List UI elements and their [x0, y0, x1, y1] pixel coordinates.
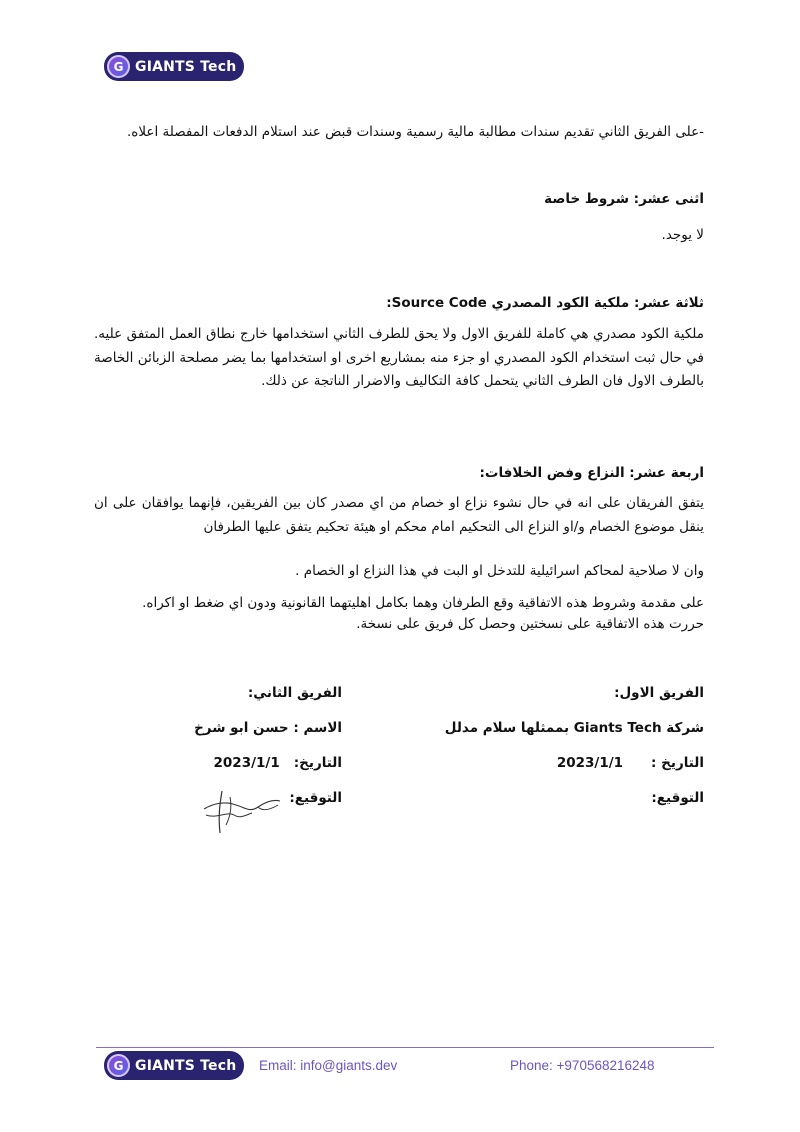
- first-party-company: شركة Giants Tech بممثلها سلام مدلل: [444, 720, 704, 736]
- footer-brand-name: GIANTS Tech: [135, 1057, 237, 1074]
- first-party-date-row: [557, 753, 704, 773]
- first-party-date-label: التاريخ :: [651, 755, 704, 771]
- brand-name: GIANTS Tech: [135, 58, 237, 75]
- header-logo: [104, 52, 244, 81]
- footer-logo: [104, 1051, 244, 1080]
- section-12-body: لا يوجد.: [661, 227, 704, 243]
- section-13-body: ملكية الكود مصدري هي كاملة للفريق الاول ولا يحق للطرف الثاني استخدامها خارج نطاق العمل المتفق عليه. في حال ثبت استخدام الكود المصدري او جزء منه بمشاريع اخرى او استخدامها بما يضر مصلحة الزبائن الخاصة بالطرف الاول فان الطرف الثاني يتحمل كافة التكاليف والاضرار الناتجة عن ذلك.: [94, 326, 704, 389]
- second-party-date-label: التاريخ:: [293, 755, 342, 771]
- section-14-paragraph-1: يتفق الفريقان على انه في حال نشوء نزاع او خصام من اي مصدر كان بين الفريقين، فإنهما يوافقان على ان ينقل موضوع الخصام و/او النزاع الى التحكيم امام محكم او هيئة تحكيم يتفق عليها الطرفان: [94, 495, 704, 535]
- section-14-paragraph-3: على مقدمة وشروط هذه الاتفاقية وقع الطرفان وهما بكامل اهليتهما القانونية ودون اي ضغط او اكراه.: [142, 595, 704, 611]
- second-party-name: الاسم : حسن ابو شرخ: [194, 720, 342, 736]
- footer-divider: [96, 1047, 714, 1048]
- intro-line: -على الفريق الثاني تقديم سندات مطالبة مالية رسمية وسندات قبض عند استلام الدفعات المفصلة اعلاه.: [126, 124, 704, 140]
- section-14-paragraph-4: حررت هذه الاتفاقية على نسختين وحصل كل فريق على نسخة.: [356, 616, 704, 632]
- first-party-date: 2023/1/1: [556, 755, 624, 771]
- second-party-heading: الفريق الثاني:: [247, 685, 342, 701]
- footer-brand-mark-icon: G: [107, 1054, 130, 1077]
- second-party-date-row: [214, 753, 342, 773]
- section-14-title: اربعة عشر: النزاع وفض الخلافات:: [479, 465, 704, 481]
- first-party-signature-label: التوقيع:: [651, 790, 704, 806]
- section-14-paragraph-2: وان لا صلاحية لمحاكم اسرائيلية للتدخل او البت في هذا النزاع او الخصام .: [295, 563, 704, 579]
- first-party-heading: الفريق الاول:: [614, 685, 704, 701]
- footer-phone[interactable]: Phone: +970568216248: [510, 1058, 655, 1073]
- second-party-signature-label: التوقيع:: [289, 790, 342, 806]
- handwritten-signature-icon: [200, 785, 282, 837]
- brand-mark-icon: G: [107, 55, 130, 78]
- second-party-date: 2023/1/1: [213, 755, 280, 771]
- section-13-title: ثلاثة عشر: ملكية الكود المصدري Source Code:: [386, 295, 704, 311]
- footer-email[interactable]: Email: info@giants.dev: [259, 1058, 398, 1073]
- section-12-title: اثنى عشر: شروط خاصة: [544, 191, 704, 207]
